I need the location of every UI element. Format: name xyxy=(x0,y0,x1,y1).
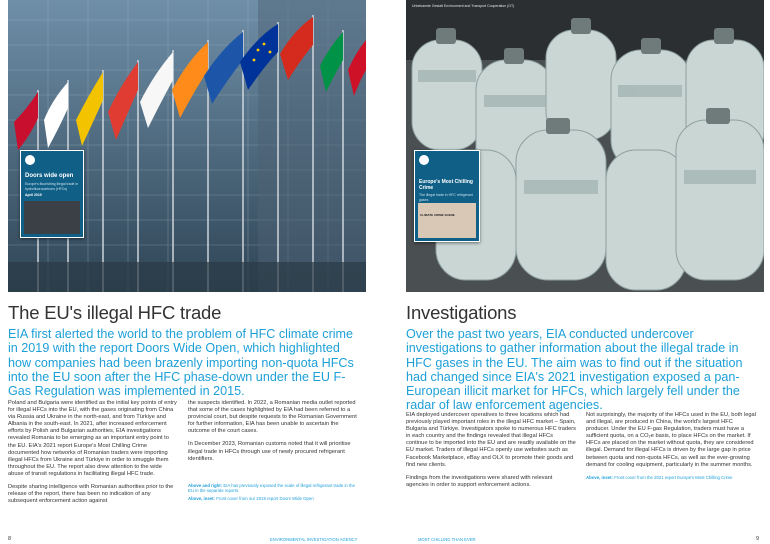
caption-label: Above and right: xyxy=(188,482,223,488)
inset-cover-date: April 2019 xyxy=(25,193,42,197)
page-heading: Investigations xyxy=(406,302,517,323)
body-paragraph: Not surprisingly, the majority of the HFCs used in the EU, both legal and illegal, are produced in China, the world's largest HFC producer. Under the EU F-gas Regulation, traders must have a sufficient quota, on a CO₂e basis, to place HFCs on the market. If HFCs are placed on the market without quota, they are considered illegal. Demand for illegal HFCs is driven by the large gap in price between quota and non-quota HFCs, as well as the ever-growing demand for cooling equipment, particularly in the summer months. xyxy=(586,412,756,468)
photo-credit: Unbekannte Gestalt Environment and Transport Cooperation (GT) xyxy=(412,4,515,8)
body-column-2 xyxy=(586,412,756,483)
caption-text: Front cover from the 2021 report Europe's Most Chilling Crime xyxy=(614,474,733,480)
eu-parliament-flags-image xyxy=(8,0,366,292)
photo-caption xyxy=(586,475,756,480)
body-paragraph: In December 2023, Romanian customs noted that it will prioritise illegal trade in HFCs through use of newly procured refrigerant identifiers. xyxy=(188,441,351,462)
eia-logo-icon xyxy=(419,155,429,165)
inset-cover-photo xyxy=(418,203,476,238)
inset-cover-tag: CLIMATE CRIME SCENE xyxy=(420,213,455,217)
eia-logo-icon xyxy=(25,155,35,165)
flags-photo xyxy=(8,0,366,292)
page-number: 9 xyxy=(756,536,760,542)
cylinders-photo xyxy=(406,0,764,292)
lede-paragraph: Over the past two years, EIA conducted undercover investigations to gather information about the illegal trade in HFC gases in the EU. The aim was to find out if the situation had changed since EIA's 2021 investigation exposed a pan-European illicit market for HFCs, which largely fell under the radar of law enforcement agencies. xyxy=(406,327,743,413)
page-heading: The EU's illegal HFC trade xyxy=(8,302,222,323)
body-paragraph: Findings from the investigations were shared with relevant agencies in order to support enforcement actions. xyxy=(406,474,553,488)
body-paragraph: the suspects identified. In 2022, a Romanian media outlet reported that some of the cases highlighted by EIA had been referred to a provincial court, but despite requests to the Romanian Government for further information, EIA has been unable to ascertain the outcome of the court cases. xyxy=(188,400,357,435)
inset-cover-photo xyxy=(24,201,80,234)
body-column-2 xyxy=(188,400,358,505)
inset-cover-subtitle: The illegal trade in HFC refrigerant gases xyxy=(419,193,473,202)
body-column-1 xyxy=(8,400,178,511)
caption-text: EIA has previously exposed the scale of illegal refrigerant trade in the EU in the separate reports. xyxy=(188,482,355,494)
body-paragraph: Despite sharing intelligence with Romanian authorities prior to the release of the report, there has been no indication of any subsequent enforcement action against xyxy=(8,484,174,505)
caption-label: Above, inset: xyxy=(188,496,215,502)
running-footer: ENVIRONMENTAL INVESTIGATION AGENCY xyxy=(270,537,358,542)
caption-text: Front cover from our 2019 report Doors Wide Open xyxy=(216,496,314,502)
right-page xyxy=(406,0,764,544)
photo-caption xyxy=(188,483,358,494)
inset-cover-title: Europe's Most Chilling Crime xyxy=(419,179,473,191)
caption-label: Above, inset: xyxy=(586,474,613,480)
inset-report-cover-chilling-crime xyxy=(414,150,480,242)
left-page xyxy=(8,0,366,544)
page-number: 8 xyxy=(8,536,12,542)
body-paragraph: Poland and Bulgaria were identified as the initial key points of entry for illegal HFCs into the EU, with the gases originating from China via Russia and Ukraine in the north-east, and from Türkiye and Albania in the south-east. In 2021, after increased enforcement efforts by Polish and Bulgarian authorities, EIA investigations revealed Romania to be emerging as an important entry point to the EU. EIA's 2021 report Europe's Most Chilling Crime documented how networks of Romanian traders were importing illegal HFCs from Ukraine and Türkiye in order to smuggle them throughout the EU. The report also drew attention to the wide abuse of transit regulations in facilitating illegal HFC trade. xyxy=(8,400,177,477)
refrigerant-cylinders-image xyxy=(406,0,764,292)
lede-paragraph: EIA first alerted the world to the problem of HFC climate crime in 2019 with the report Doors Wide Open, which highlighted how companies had been brazenly importing non-quota HFCs into the EU soon after the HFC phase-down under the EU F-Gas Regulation was implemented in 2015. xyxy=(8,327,354,399)
body-paragraph: EIA deployed undercover operatives to three locations which had previously played important roles in the illegal HFC market – Spain, Bulgaria and Türkiye. Investigators spoke to numerous HFC traders in each country and the findings revealed that illegal HFCs continue to be imported into the EU and are readily available on the EU market. Traders of illegal HFCs openly use websites such as Facebook Marketplace, eBay and OLX to promote their goods and find new clients. xyxy=(406,412,576,468)
body-column-1 xyxy=(406,412,576,495)
inset-cover-subtitle: Europe's flourishing illegal trade in hydrofluorocarbons (HFCs) xyxy=(25,182,79,191)
photo-caption xyxy=(188,496,358,501)
inset-cover-title: Doors wide open xyxy=(25,173,74,179)
running-footer: MOST CHILLING THAN EVER xyxy=(418,537,476,542)
inset-report-cover-doors-wide-open xyxy=(20,150,84,238)
